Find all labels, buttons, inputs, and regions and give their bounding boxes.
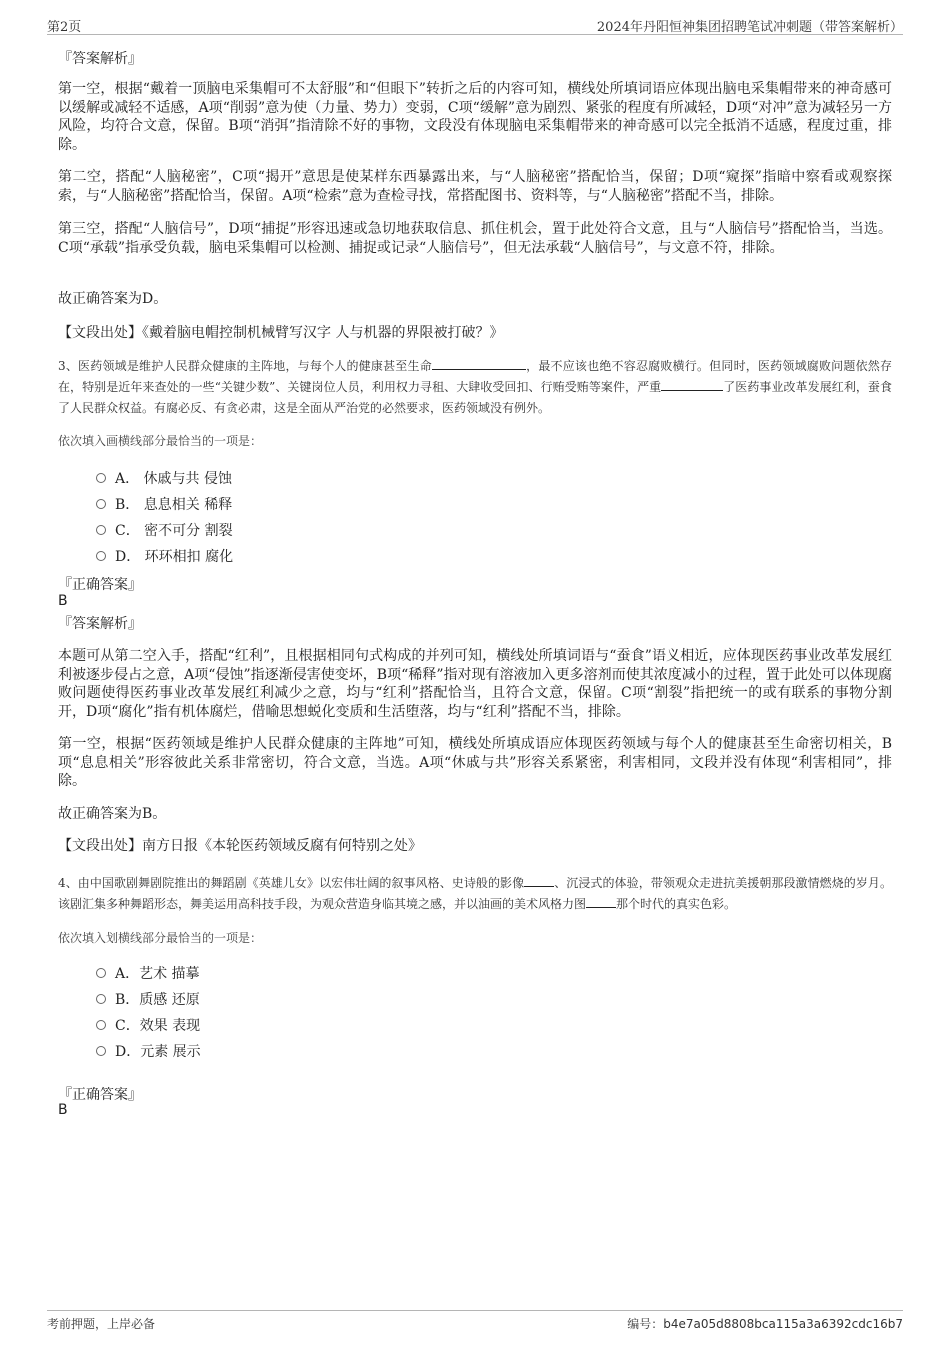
q4-hint: 依次填入划横线部分最恰当的一项是： (58, 931, 263, 945)
code-value: b4e7a05d8808bca115a3a6392cdc16b7 (663, 1317, 903, 1331)
q3-question (58, 356, 892, 419)
q3-blank-2 (661, 377, 723, 391)
q4-text-1: 4、由中国歌剧舞剧院推出的舞蹈剧《英雄儿女》以宏伟壮阔的叙事风格、史诗般的影像 (58, 876, 525, 890)
q2-analysis-para-2: 第二空，搭配“人脑秘密”，C项“揭开”意思是使某样东西暴露出来，与“人脑秘密”搭配恰当，保留；D项“窥探”指暗中察看或观察探索，与“人脑秘密”搭配恰当，保留。A项“检索”意为查检寻找，常搭配图书、资料等，与“人脑秘密”搭配不当，排除。 (58, 169, 892, 204)
q3-option-b[interactable]: B． 息息相关 稀释 (96, 494, 232, 514)
radio-icon[interactable] (96, 499, 106, 509)
page-number: 第2页 (47, 20, 82, 35)
q3-correct-label: 『正确答案』 (58, 577, 142, 593)
q3-analysis-para-2: 第一空，根据“医药领域是维护人民群众健康的主阵地”可知，横线处所填成语应体现医药领域与每个人的健康甚至生命密切相关，B项“息息相关”形容彼此关系非常密切，符合文意，当选。A项“休戚与共”形容关系紧密，利害相同，文段并没有体现“利害相同”，排除。 (58, 736, 892, 789)
q2-analysis-label: 『答案解析』 (58, 51, 142, 67)
q2-source: 【文段出处】《戴着脑电帽控制机械臂写汉字 人与机器的界限被打破？》 (58, 325, 504, 341)
q2-conclusion: 故正确答案为D。 (58, 291, 168, 307)
q4-option-a[interactable]: A．艺术 描摹 (96, 963, 200, 983)
q4-correct-label: 『正确答案』 (58, 1087, 142, 1103)
radio-icon[interactable] (96, 551, 106, 561)
q3-correct-answer: B (58, 593, 68, 609)
q3-analysis-para-1: 本题可从第二空入手，搭配“红利”，且根据相同句式构成的并列可知，横线处所填词语与“蚕食”语义相近，应体现医药事业改革发展红利被逐步侵占之意，A项“侵蚀”指逐渐侵害使变坏，B项“稀释”指对现有溶液加入更多溶剂而使其浓度减小的过程，置于此处可以体现腐败问题使得医药事业改革发展红利减少之意，均与“红利”搭配恰当，且符合文意，保留。C项“割裂”指把统一的或有联系的事物分割开，D项“腐化”指有机体腐烂，借喻思想蜕化变质和生活堕落，均与“红利”搭配不当，排除。 (58, 648, 892, 720)
q3-option-c[interactable]: C． 密不可分 割裂 (96, 520, 233, 540)
document-code (627, 1315, 903, 1332)
q2-analysis-para-1: 第一空，根据“戴着一顶脑电采集帽可不太舒服”和“但眼下”转折之后的内容可知，横线处所填词语应体现出脑电采集帽带来的神奇感可以缓解或减轻不适感，A项“削弱”意为使（力量、势力）变弱，C项“缓解”意为剧烈、紧张的程度有所减轻，D项“对冲”意为减轻另一方风险，均符合文意，保留。B项“消弭”指清除不好的事物，文段没有体现脑电采集帽带来的神奇感可以完全抵消不适感，程度过重，排除。 (58, 81, 892, 153)
q4-blank-2 (586, 894, 616, 908)
radio-icon[interactable] (96, 968, 106, 978)
code-label: 编号： (627, 1317, 664, 1331)
q3-blank-1 (432, 356, 526, 370)
q4-text-2: 、沉浸式的体验，带领观众走进抗美援朝那段激情燃烧的岁月。该剧汇集多种舞蹈形态，舞美运用高科技手段，为观众营造身临其境之感，并以油画的美术风格力图 (58, 876, 892, 911)
radio-icon[interactable] (96, 1046, 106, 1056)
radio-icon[interactable] (96, 473, 106, 483)
page-footer (47, 1310, 903, 1331)
q3-conclusion: 故正确答案为B。 (58, 806, 167, 822)
q3-source: 【文段出处】南方日报《本轮医药领域反腐有何特别之处》 (58, 838, 422, 854)
radio-icon[interactable] (96, 994, 106, 1004)
q4-option-c[interactable]: C．效果 表现 (96, 1015, 200, 1035)
q3-hint: 依次填入画横线部分最恰当的一项是： (58, 434, 263, 448)
q3-analysis-label: 『答案解析』 (58, 616, 142, 632)
q3-text-3: 了医药事业改革发展红利，蚕食了人民群众权益。有腐必反、有贪必肃，这是全面从严治党的必然要求，医药领域没有例外。 (58, 380, 892, 415)
q4-option-d[interactable]: D．元素 展示 (96, 1041, 201, 1061)
q3-option-a[interactable]: A． 休戚与共 侵蚀 (96, 468, 232, 488)
footer-note: 考前押题，上岸必备 (47, 1317, 156, 1331)
q3-text-1: 3、医药领域是维护人民群众健康的主阵地，与每个人的健康甚至生命 (58, 359, 432, 373)
radio-icon[interactable] (96, 525, 106, 535)
q2-analysis-para-3: 第三空，搭配“人脑信号”，D项“捕捉”形容迅速或急切地获取信息、抓住机会，置于此处符合文意，且与“人脑信号”搭配恰当，当选。C项“承载”指承受负载，脑电采集帽可以检测、捕捉或记录“人脑信号”，但无法承载“人脑信号”，与文意不符，排除。 (58, 221, 892, 256)
document-title: 2024年丹阳恒神集团招聘笔试冲刺题（带答案解析） (596, 20, 903, 35)
q4-blank-1 (524, 873, 554, 887)
q3-text-2: ，最不应该也绝不容忍腐败横行。但同时，医药领域腐败问题依然存在，特别是近年来查处的一些“关键少数”、关键岗位人员，利用权力寻租、大肆收受回扣、行贿受贿等案件，严重 (58, 359, 892, 394)
q4-option-b[interactable]: B．质感 还原 (96, 989, 200, 1009)
q4-text-3: 那个时代的真实色彩。 (616, 897, 737, 911)
radio-icon[interactable] (96, 1020, 106, 1030)
q4-question (58, 873, 892, 915)
q4-correct-answer: B (58, 1102, 68, 1118)
q3-option-d[interactable]: D． 环环相扣 腐化 (96, 546, 233, 566)
page-header (47, 14, 903, 35)
